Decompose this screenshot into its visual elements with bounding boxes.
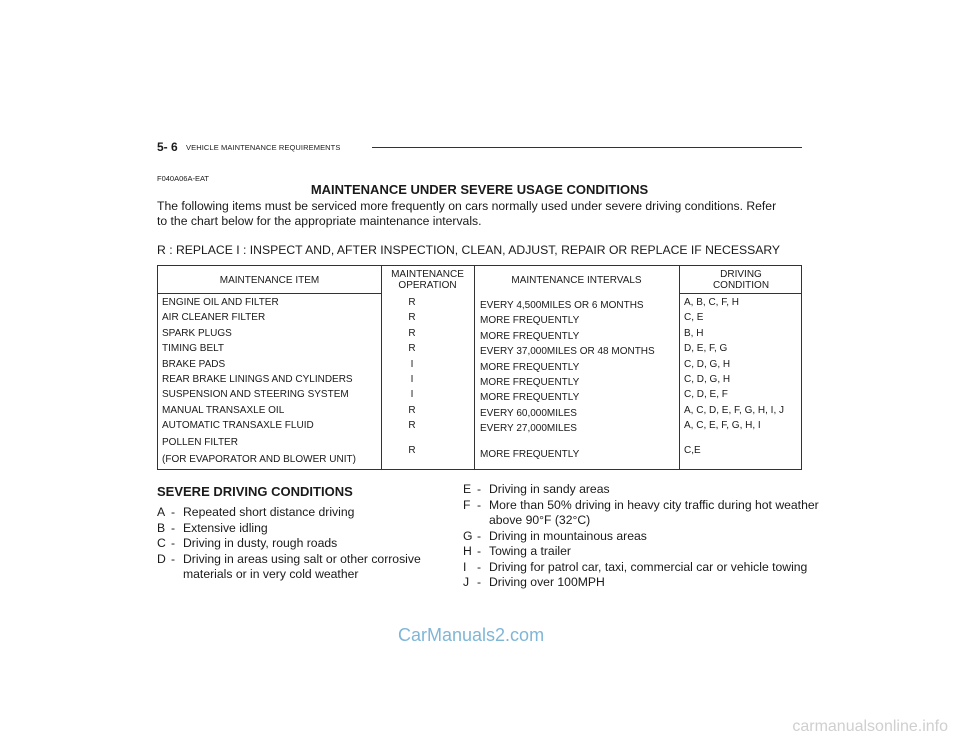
- last-cond: C,E: [684, 445, 701, 456]
- condition-key: C: [157, 536, 166, 550]
- last-item-line1: POLLEN FILTER: [162, 437, 238, 448]
- row-operation: I: [410, 374, 414, 385]
- condition-dash: -: [477, 528, 482, 543]
- condition-key: J: [463, 575, 470, 589]
- col-divider: [474, 266, 475, 469]
- condition-key: A: [157, 505, 166, 519]
- severe-list-right: [463, 482, 819, 591]
- condition-item: [463, 498, 819, 514]
- maintenance-table: [157, 265, 802, 470]
- condition-item: [463, 544, 819, 560]
- row-item: ENGINE OIL AND FILTER: [162, 297, 279, 308]
- condition-text: Driving over 100MPH: [489, 575, 605, 589]
- right-items-2: [463, 529, 819, 591]
- row-item: BRAKE PADS: [162, 358, 226, 370]
- row-interval: MORE FREQUENTLY: [480, 330, 580, 342]
- doc-code: F040A06A-EAT: [157, 174, 209, 183]
- condition-item: [157, 552, 421, 568]
- row-operation: R: [408, 312, 416, 324]
- condition-text: Driving in dusty, rough roads: [183, 536, 338, 550]
- row-interval: EVERY 4,500MILES OR 6 MONTHS: [480, 300, 644, 311]
- right-cont: above 90°F (32°C): [489, 513, 591, 527]
- condition-text: Towing a trailer: [489, 544, 571, 558]
- row-interval: MORE FREQUENTLY: [480, 392, 580, 404]
- header-drive-line1: DRIVING: [720, 269, 762, 280]
- row-item: AUTOMATIC TRANSAXLE FLUID: [162, 420, 314, 432]
- row-item: MANUAL TRANSAXLE OIL: [162, 404, 285, 416]
- condition-key: D: [157, 551, 166, 566]
- site-text: carmanualsonline.info: [792, 718, 948, 735]
- header-op-line1: MAINTENANCE: [391, 269, 464, 280]
- severe-title: SEVERE DRIVING CONDITIONS: [157, 484, 353, 499]
- condition-text: More than 50% driving in heavy city traffic during hot weather: [489, 497, 819, 512]
- legend-text: R : REPLACE I : INSPECT AND, AFTER INSPECTION, CLEAN, ADJUST, REPAIR OR REPLACE IF NECESSARY: [157, 243, 781, 257]
- intro-line-1: The following items must be serviced more frequently on cars normally used under severe driving conditions. Refer: [157, 199, 777, 213]
- row-operation: I: [410, 389, 414, 401]
- row-condition: A, C, D, E, F, G, H, I, J: [684, 404, 785, 416]
- condition-dash: -: [171, 551, 176, 566]
- condition-key: I: [463, 559, 467, 574]
- header-interval: MAINTENANCE INTERVALS: [511, 275, 642, 286]
- row-item: AIR CLEANER FILTER: [162, 312, 266, 324]
- row-condition: D, E, F, G: [684, 343, 728, 355]
- intro-text: [157, 199, 797, 229]
- row-operation: R: [408, 327, 416, 339]
- row-item: SUSPENSION AND STEERING SYSTEM: [162, 389, 349, 401]
- page-title: MAINTENANCE UNDER SEVERE USAGE CONDITIONS: [310, 182, 649, 197]
- section-title: VEHICLE MAINTENANCE REQUIREMENTS: [186, 143, 341, 152]
- row-interval: EVERY 37,000MILES OR 48 MONTHS: [480, 346, 655, 358]
- row-condition: C, D, G, H: [684, 358, 731, 370]
- condition-dash: -: [477, 497, 482, 512]
- condition-dash: -: [171, 520, 176, 535]
- header-rule: [372, 147, 802, 148]
- last-item-line2: (FOR EVAPORATOR AND BLOWER UNIT): [162, 454, 356, 465]
- row-interval: MORE FREQUENTLY: [480, 377, 580, 388]
- intro-line-2: to the chart below for the appropriate maintenance intervals.: [157, 214, 482, 228]
- severe-list-left: [157, 505, 421, 583]
- watermark-text: CarManuals2.com: [398, 625, 545, 645]
- row-item: TIMING BELT: [162, 343, 225, 355]
- last-interval: MORE FREQUENTLY: [480, 449, 580, 460]
- row-condition: C, D, G, H: [684, 374, 731, 385]
- condition-dash: -: [477, 482, 482, 496]
- header-divider: [679, 293, 801, 294]
- row-interval: EVERY 60,000MILES: [480, 407, 577, 419]
- right-items: [463, 482, 819, 513]
- condition-text: Extensive idling: [183, 520, 268, 535]
- header-operation: [381, 269, 474, 291]
- left-cont: materials or in very cold weather: [183, 567, 359, 581]
- row-operation: R: [408, 420, 416, 432]
- row-condition: A, C, E, F, G, H, I: [684, 420, 761, 432]
- condition-text: Driving for patrol car, taxi, commercial car or vehicle towing: [489, 559, 808, 574]
- condition-dash: -: [171, 505, 176, 519]
- row-operation: R: [408, 404, 416, 416]
- condition-key: F: [463, 497, 471, 512]
- row-condition: C, D, E, F: [684, 389, 728, 401]
- condition-dash: -: [477, 575, 482, 589]
- row-operation: R: [408, 343, 416, 355]
- condition-item: [463, 575, 819, 591]
- row-interval: EVERY 27,000MILES: [480, 423, 577, 435]
- header-item: MAINTENANCE ITEM: [219, 275, 320, 286]
- condition-dash: -: [477, 544, 482, 558]
- header-driving: [679, 269, 803, 291]
- condition-dash: -: [477, 559, 482, 574]
- condition-item: [463, 529, 819, 545]
- header-divider: [158, 293, 381, 294]
- condition-text: Repeated short distance driving: [183, 505, 355, 519]
- condition-text: Driving in areas using salt or other corrosive: [183, 551, 421, 566]
- last-op: R: [408, 445, 416, 456]
- condition-dash: -: [171, 536, 176, 550]
- condition-item: [157, 536, 421, 552]
- header-drive-line2: CONDITION: [712, 280, 770, 291]
- col-divider: [679, 266, 680, 469]
- row-operation: R: [408, 297, 416, 308]
- page-number: 5- 6: [157, 140, 178, 154]
- header-op-line2: OPERATION: [398, 280, 457, 291]
- left-items: [157, 505, 421, 567]
- row-condition: A, B, C, F, H: [684, 297, 740, 308]
- row-item: SPARK PLUGS: [162, 327, 232, 339]
- row-condition: B, H: [684, 327, 704, 339]
- condition-key: E: [463, 482, 472, 496]
- row-operation: I: [410, 358, 414, 370]
- condition-item: [157, 521, 421, 537]
- condition-key: B: [157, 520, 166, 535]
- condition-key: G: [463, 528, 473, 543]
- condition-item: [463, 560, 819, 576]
- condition-key: H: [463, 544, 472, 558]
- condition-item: [157, 505, 421, 521]
- condition-text: Driving in mountainous areas: [489, 528, 647, 543]
- row-condition: C, E: [684, 312, 704, 324]
- condition-item: [463, 482, 819, 498]
- row-interval: MORE FREQUENTLY: [480, 315, 580, 327]
- row-item: REAR BRAKE LININGS AND CYLINDERS: [162, 374, 353, 385]
- row-interval: MORE FREQUENTLY: [480, 361, 580, 373]
- condition-text: Driving in sandy areas: [489, 482, 610, 496]
